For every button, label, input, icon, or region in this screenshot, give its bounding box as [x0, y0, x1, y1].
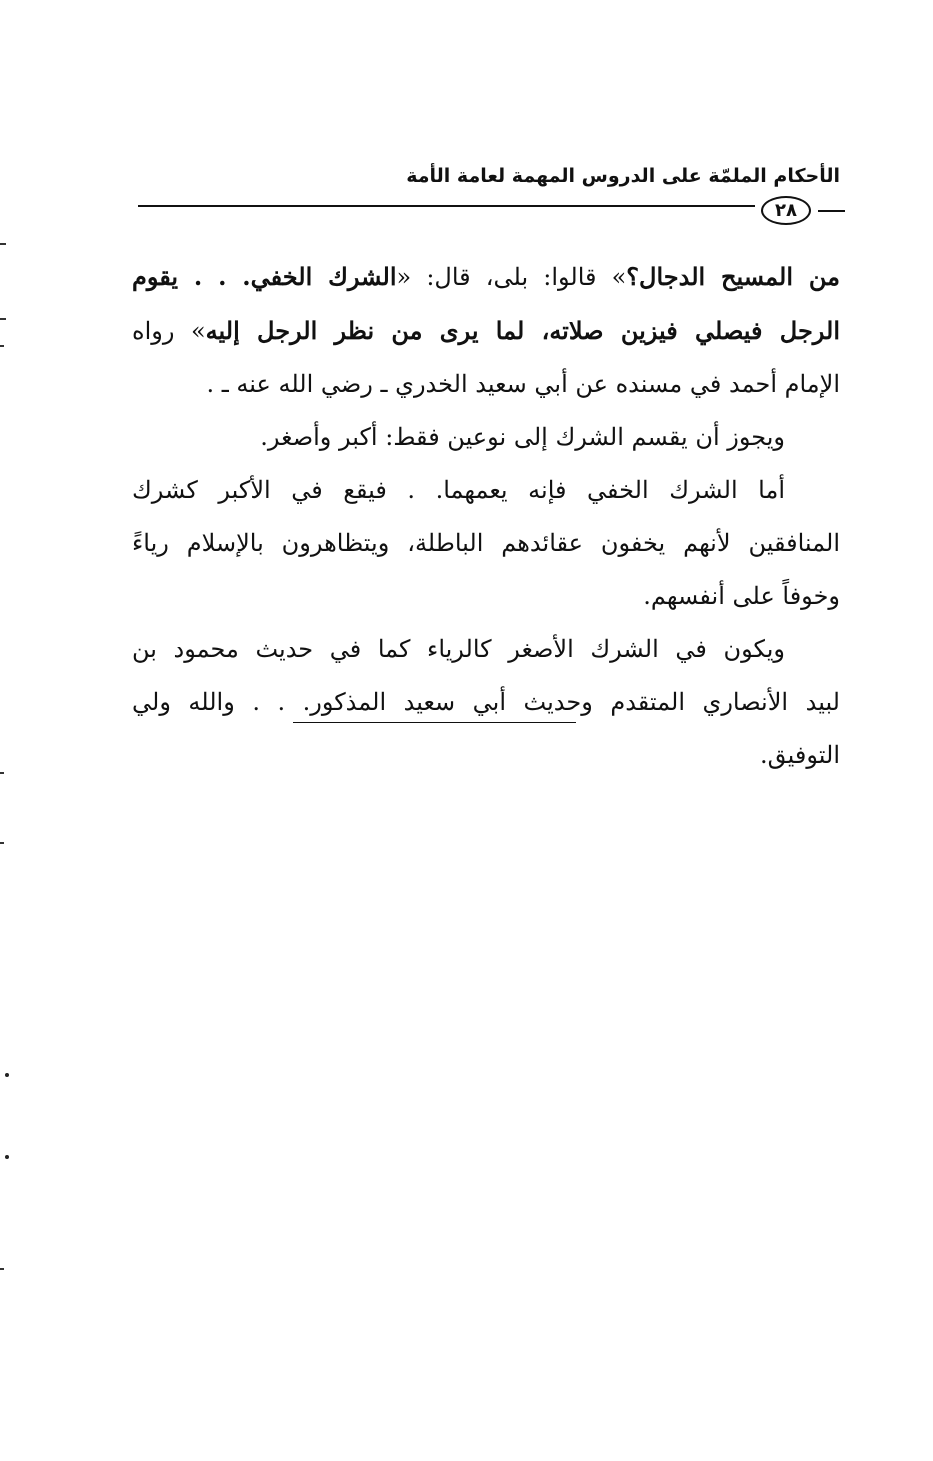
scan-margin-mark: [0, 345, 4, 347]
text-line-2: [132, 304, 840, 358]
header-rule-right: [818, 210, 845, 212]
text-segment: لبيد الأنصاري المتقدم وحديث أبي سعيد المذكور. . . والله ولي: [132, 688, 840, 716]
text-line-10: [132, 729, 840, 782]
text-segment: وخوفاً على أنفسهم.: [643, 582, 840, 610]
scan-margin-mark: [0, 243, 6, 245]
text-segment: أما الشرك الخفي فإنه يعمهما. . فيقع في الأكبر كشرك: [132, 476, 785, 504]
text-segment: المنافقين لأنهم يخفون عقائدهم الباطلة، ويتظاهرون بالإسلام رياءً: [132, 529, 840, 557]
body-text: [132, 250, 840, 782]
text-line-7: [132, 570, 840, 623]
hadith-text: الرجل فيصلي فيزين صلاته، لما يرى من نظر الرجل إليه: [205, 316, 840, 345]
hadith-text: الشرك الخفي. . . يقوم: [132, 262, 397, 291]
text-segment: » قالوا: بلى، قال: «: [396, 263, 627, 291]
text-segment: ويجوز أن يقسم الشرك إلى نوعين فقط: أكبر وأصغر.: [260, 423, 785, 451]
scan-margin-dot: [5, 1073, 9, 1077]
scan-margin-mark: [0, 842, 4, 844]
text-line-5: [132, 464, 840, 517]
scan-margin-mark: [0, 318, 6, 320]
text-line-3: [132, 358, 840, 411]
pen-underline: [293, 722, 576, 723]
scan-margin-dot: [5, 1155, 9, 1159]
text-segment: » رواه: [132, 317, 206, 345]
header-rule: [138, 205, 755, 207]
text-segment: ويكون في الشرك الأصغر كالرياء كما في حديث محمود بن: [132, 635, 786, 663]
page-number: ٢٨: [761, 196, 811, 225]
text-line-8: [132, 623, 840, 676]
text-line-1: [132, 250, 840, 304]
hadith-text: من المسيح الدجال؟: [626, 262, 840, 291]
text-segment: الإمام أحمد في مسنده عن أبي سعيد الخدري ـ رضي الله عنه ـ .: [206, 370, 840, 398]
scan-margin-mark: [0, 772, 4, 774]
running-title: الأحكام الملمّة على الدروس المهمة لعامة الأمة: [406, 165, 840, 187]
text-line-6: [132, 517, 840, 570]
scan-margin-mark: [0, 1268, 4, 1270]
text-line-4: [132, 411, 840, 464]
text-segment: التوفيق.: [760, 741, 840, 769]
